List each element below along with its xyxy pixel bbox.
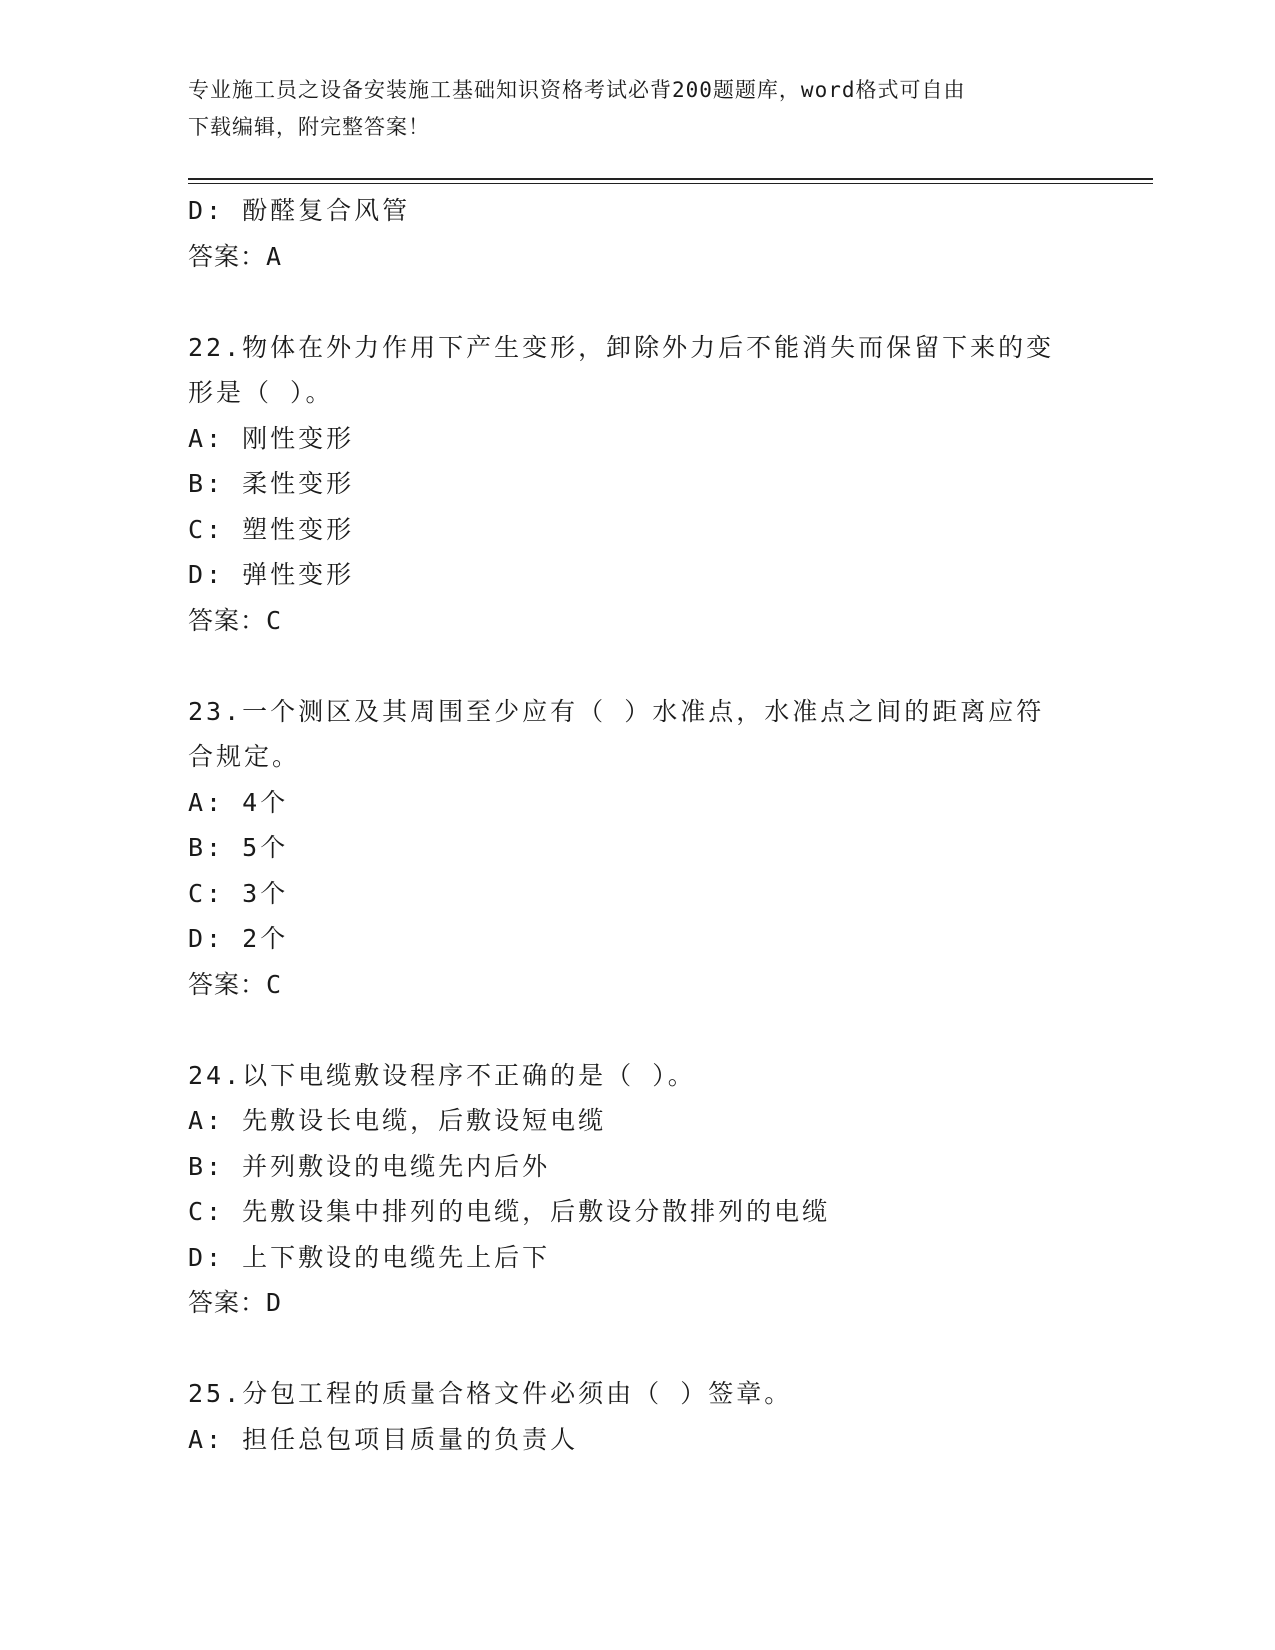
question-22-option-a: A: 刚性变形: [188, 423, 355, 453]
question-23-option-c: C: 3个: [188, 878, 289, 908]
question-22-stem-line-1: 22.物体在外力作用下产生变形，卸除外力后不能消失而保留下来的变: [188, 332, 1055, 362]
question-24: [188, 1053, 1088, 1326]
prev-answer: 答案：A: [188, 241, 283, 271]
spacer: [188, 279, 1088, 325]
question-23: [188, 689, 1088, 1008]
spacer: [188, 643, 1088, 689]
question-22-option-c: C: 塑性变形: [188, 514, 355, 544]
question-24-answer: 答案：D: [188, 1288, 283, 1317]
question-22-option-b: B: 柔性变形: [188, 469, 355, 498]
question-23-option-b: B: 5个: [188, 833, 289, 862]
question-22-option-d: D: 弹性变形: [188, 560, 355, 589]
question-25-option-a: A: 担任总包项目质量的负责人: [188, 1424, 579, 1454]
header-divider-thin: [188, 183, 1153, 184]
question-24-stem-line-1: 24.以下电缆敷设程序不正确的是（ ）。: [188, 1060, 696, 1090]
question-23-stem-line-1: 23.一个测区及其周围至少应有（ ）水准点，水准点之间的距离应符: [188, 696, 1045, 726]
document-header: [188, 72, 1068, 146]
question-24-option-a: A: 先敷设长电缆，后敷设短电缆: [188, 1106, 607, 1135]
prev-option-d: D: 酚醛复合风管: [188, 196, 411, 225]
question-23-answer: 答案：C: [188, 969, 283, 999]
question-25: [188, 1371, 1088, 1462]
question-22-answer: 答案：C: [188, 605, 283, 635]
header-title-line-2: 下载编辑，附完整答案！: [188, 115, 430, 139]
spacer: [188, 1326, 1088, 1372]
question-24-option-c: C: 先敷设集中排列的电缆，后敷设分散排列的电缆: [188, 1197, 831, 1226]
question-22: [188, 325, 1088, 644]
question-24-option-b: B: 并列敷设的电缆先内后外: [188, 1151, 551, 1181]
question-25-stem-line-1: 25.分包工程的质量合格文件必须由（ ）签章。: [188, 1379, 793, 1408]
question-23-option-d: D: 2个: [188, 924, 289, 953]
header-title-line-1: 专业施工员之设备安装施工基础知识资格考试必背200题题库，word格式可自由: [188, 78, 966, 102]
question-23-option-a: A: 4个: [188, 787, 289, 817]
spacer: [188, 1007, 1088, 1053]
question-list: [188, 188, 1088, 1462]
question-24-option-d: D: 上下敷设的电缆先上后下: [188, 1242, 551, 1272]
header-divider-thick: [188, 178, 1153, 180]
question-22-stem-line-2: 形是（ ）。: [188, 378, 334, 407]
question-23-stem-line-2: 合规定。: [188, 742, 301, 771]
